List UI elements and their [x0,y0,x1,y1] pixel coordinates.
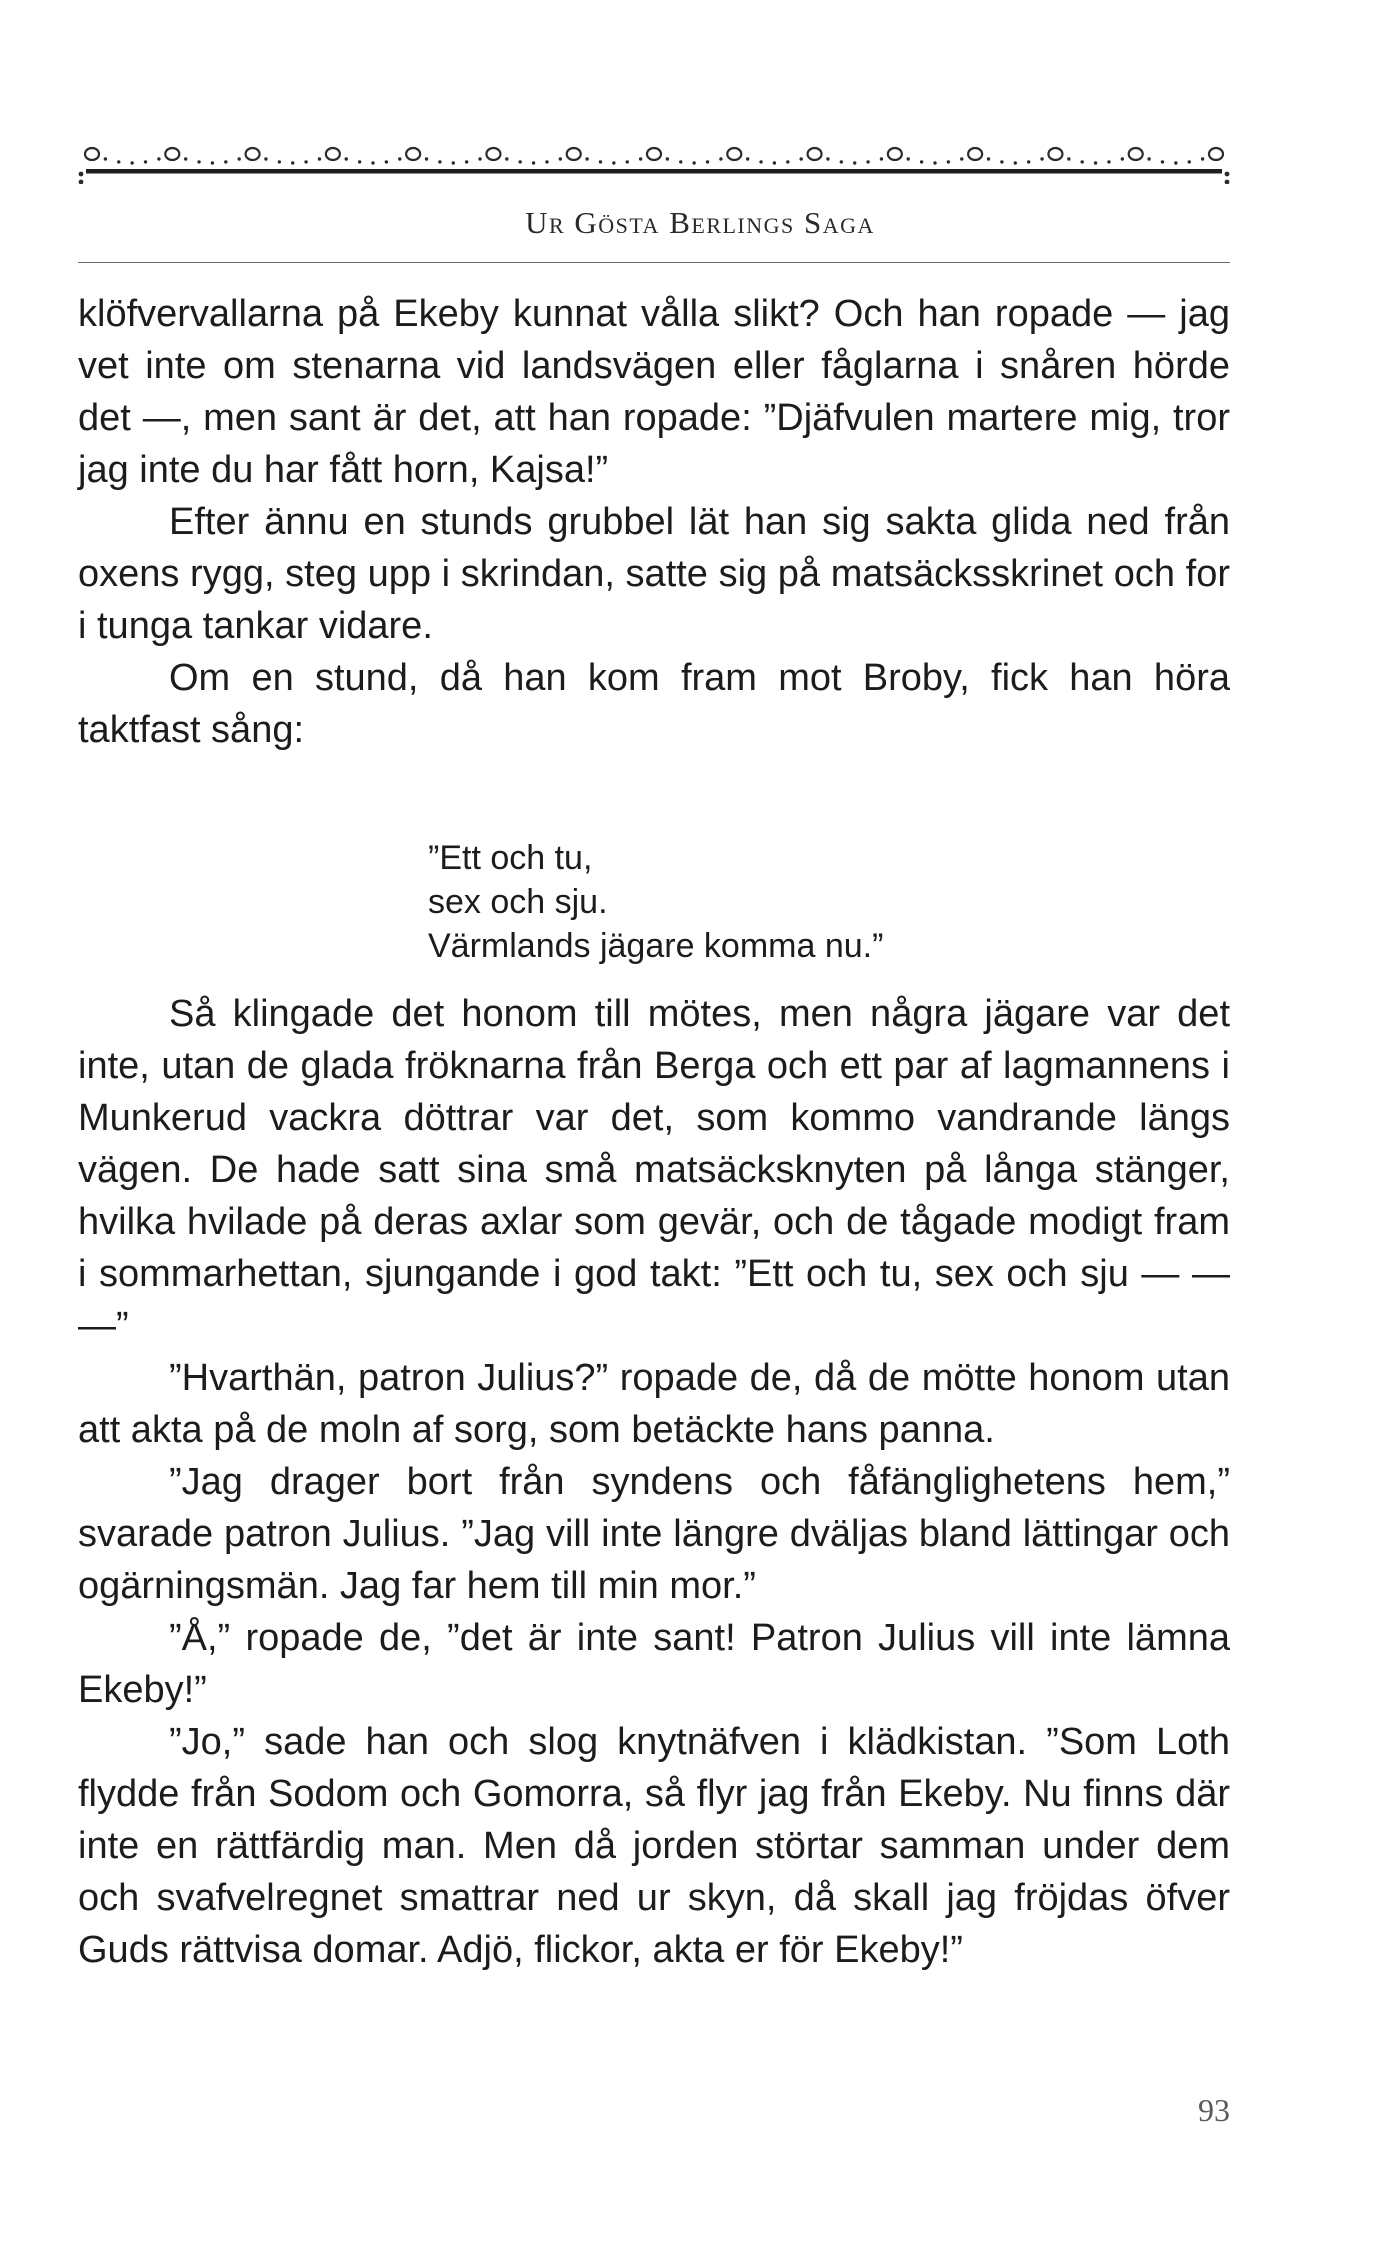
verse-line: Värmlands jägare komma nu.” [428,927,884,965]
paragraph: Om en stund, då han kom fram mot Broby, fick han höra taktfast sång: [78,657,1230,751]
verse-line: sex och sju. [428,883,608,921]
running-title: Ur Gösta Berlings Saga [525,205,875,240]
header-rule [78,262,1230,263]
song-verse [428,836,883,968]
text-block-bottom [78,988,1230,1976]
paragraph: Efter ännu en stunds grubbel lät han sig sakta glida ned från oxens rygg, steg upp i skrindan, satte sig på matsäcksskrinet och for i tunga tankar vidare. [78,501,1230,647]
paragraph: ”Hvarthän, patron Julius?” ropade de, då de mötte honom utan att akta på de moln af sorg, som betäckte hans panna. [78,1357,1230,1451]
paragraph: klöfvervallarna på Ekeby kunnat vålla slikt? Och han ropade — jag vet inte om stenarna vid landsvägen eller fåglarna i snåren hörde det —, men sant är det, att han ropade: ”Djäfvulen martere mig, tror jag inte du har fått horn, Kajsa!” [78,293,1230,491]
ornamental-border [78,128,1230,184]
paragraph: Så klingade det honom till mötes, men några jägare var det inte, utan de glada fröknarna från Berga och ett par af lagmannens i Munkerud vackra döttrar var det, som kommo vandrande längs vägen. De hade satt sina små matsäcksknyten på långa stänger, hvilka hvilade på deras axlar som gevär, och de tågade modigt fram i sommarhettan, sjungande i god takt: ”Ett och tu, sex och sju — — —” [78,993,1230,1347]
paragraph: ”Å,” ropade de, ”det är inte sant! Patron Julius vill inte lämna Ekeby!” [78,1617,1230,1711]
paragraph: ”Jag drager bort från syndens och fåfänglighetens hem,” svarade patron Julius. ”Jag vill inte längre dväljas bland lättingar och ogärningsmän. Jag far hem till min mor.” [78,1461,1230,1607]
paragraph: ”Jo,” sade han och slog knytnäfven i klädkistan. ”Som Loth flydde från Sodom och Gomorra, så flyr jag från Ekeby. Nu finns där inte en rättfärdig man. Men då jorden störtar samman under dem och svafvelregnet smattrar ned ur skyn, då skall jag fröjdas öfver Guds rättvisa domar. Adjö, flickor, akta er för Ekeby!” [78,1721,1230,1971]
text-block-top [78,288,1230,756]
verse-line: ”Ett och tu, [428,839,593,877]
page-number: 93 [1198,2092,1230,2128]
